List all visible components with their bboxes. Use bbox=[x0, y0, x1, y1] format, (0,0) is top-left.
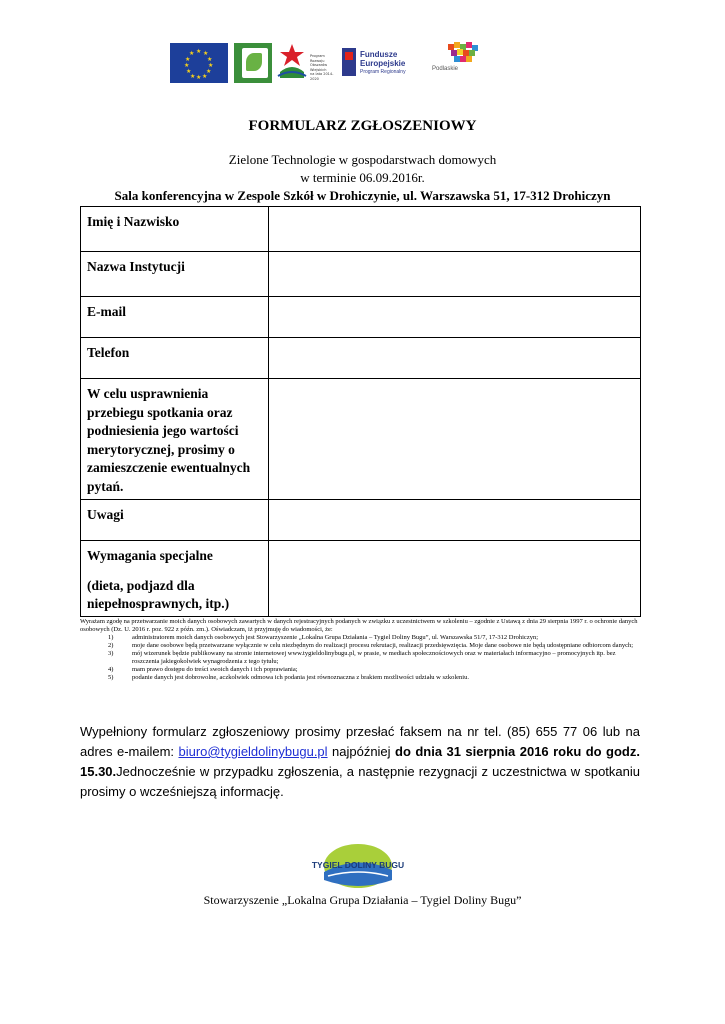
instructions-part3: Jednocześnie w przypadku zgłoszenia, a następnie rezygnacji z uczestnictwa w spotkaniu prosimy o wcześniejszą informację. bbox=[80, 764, 640, 799]
event-date: w terminie 06.09.2016r. bbox=[300, 170, 425, 185]
item-number: 2) bbox=[108, 642, 114, 649]
table-row bbox=[81, 252, 641, 297]
item-text: mam prawo dostępu do treści swoich danych i ich poprawiania; bbox=[132, 666, 298, 673]
table-row bbox=[81, 338, 641, 379]
field-email[interactable] bbox=[269, 297, 641, 338]
prow-text-3: Obszarów bbox=[310, 63, 328, 67]
tygiel-logo-text: TYGIEL DOLINY BUGU bbox=[311, 860, 405, 870]
item-text: mój wizerunek będzie publikowany na stronie internetowej www.tygieldolinybugu.pl, w prasie, w mediach społecznościowych oraz w materiałach informacyjno – promocyjnych itp. bez roszczenia jakiegokolwiek wynagrodzenia z tego tytułu; bbox=[132, 650, 616, 665]
table-row bbox=[81, 207, 641, 252]
label-institution: Nazwa Instytucji bbox=[81, 252, 269, 297]
event-name: Zielone Technologie w gospodarstwach domowych bbox=[228, 152, 497, 167]
deadline: do dnia 31 sierpnia 2016 roku do godz. 15.30. bbox=[80, 744, 640, 779]
leader-logo bbox=[234, 43, 272, 83]
fe-line2: Europejskie bbox=[360, 59, 406, 68]
fundusze-europejskie-logo bbox=[342, 44, 426, 84]
footer-organization: Stowarzyszenie „Lokalna Grupa Działania – Tygiel Doliny Bugu” bbox=[203, 893, 522, 907]
item-number: 5) bbox=[108, 674, 114, 681]
instructions-part1: Wypełniony formularz zgłoszeniowy prosimy przesłać faksem na nr tel. (85) 655 77 06 lub na adres e-mailem: bbox=[80, 724, 640, 759]
label-email: E-mail bbox=[81, 297, 269, 338]
item-text: moje dane osobowe będą przetwarzane wyłącznie w celu niezbędnym do realizacji procesu rekrutacji, realizacji przedsięwzięcia. Moje dane osobowe nie będą udostępniane odbiorcom danych; bbox=[132, 642, 634, 649]
table-row bbox=[81, 379, 641, 500]
consent-intro: Wyrażam zgodę na przetwarzanie moich danych osobowych zawartych w danych rejestracyjnych podanych w związku z uczestnictwem w szkoleniu – zgodnie z Ustawą z dnia 29 sierpnia 1997 r. o ochronie danych osobowych (Dz. U. 2016 r. poz. 922 z późn. zm.). Oświadczam, iż przyjmuję do wiadomości, że: bbox=[80, 618, 638, 633]
fe-line1: Fundusze bbox=[360, 50, 398, 59]
field-phone[interactable] bbox=[269, 338, 641, 379]
field-name[interactable] bbox=[269, 207, 641, 252]
prow-logo bbox=[276, 40, 340, 84]
list-item bbox=[80, 634, 640, 642]
item-number: 3) bbox=[108, 650, 114, 657]
item-text: administratorem moich danych osobowych jest Stowarzyszenie „Lokalna Grupa Działania – Tygiel Doliny Bugu”, ul. Warszawska 51/7, 17-312 Drohiczyn; bbox=[132, 634, 539, 641]
label-name: Imię i Nazwisko bbox=[81, 207, 269, 252]
instructions-part2: najpóźniej bbox=[327, 744, 396, 759]
prow-text-5: na lata 2014-2020 bbox=[310, 72, 334, 81]
form-title: FORMULARZ ZGŁOSZENIOWY bbox=[248, 118, 477, 134]
item-number: 4) bbox=[108, 666, 114, 673]
registration-table bbox=[80, 206, 641, 617]
prow-text-1: Program bbox=[310, 54, 325, 58]
consent-list bbox=[80, 634, 640, 682]
list-item bbox=[80, 674, 640, 682]
label-notes: Uwagi bbox=[81, 500, 269, 541]
special-req-title: Wymagania specjalne bbox=[87, 548, 213, 563]
list-item bbox=[80, 666, 640, 674]
podlaskie-text: Podlaskie bbox=[432, 66, 459, 72]
field-institution[interactable] bbox=[269, 252, 641, 297]
special-req-examples: (dieta, podjazd dla niepełnosprawnych, itp.) bbox=[87, 577, 230, 611]
item-text: podanie danych jest dobrowolne, aczkolwiek odmowa ich podania jest równoznaczna z brakiem możliwości udziału w szkoleniu. bbox=[132, 674, 469, 681]
item-number: 1) bbox=[108, 634, 114, 641]
prow-text-2: Rozwoju bbox=[310, 58, 325, 63]
list-item bbox=[80, 642, 640, 650]
header-logos bbox=[170, 40, 490, 84]
field-special-requirements[interactable] bbox=[269, 541, 641, 617]
table-row bbox=[81, 297, 641, 338]
podlaskie-logo bbox=[432, 40, 490, 80]
email-link[interactable]: biuro@tygieldolinybugu.pl bbox=[178, 744, 328, 759]
eu-flag-logo: ★ ★ ★ ★ ★ ★ ★ ★ ★ ★ ★ ★ bbox=[170, 43, 228, 83]
data-consent bbox=[80, 618, 640, 682]
submission-instructions bbox=[80, 722, 640, 802]
field-questions[interactable] bbox=[269, 379, 641, 500]
label-phone: Telefon bbox=[81, 338, 269, 379]
event-venue: Sala konferencyjna w Zespole Szkół w Drohiczynie, ul. Warszawska 51, 17-312 Drohiczyn bbox=[114, 188, 611, 203]
tygiel-doliny-bugu-logo bbox=[310, 840, 406, 892]
field-notes[interactable] bbox=[269, 500, 641, 541]
table-row bbox=[81, 541, 641, 617]
fe-line3: Program Regionalny bbox=[360, 69, 406, 75]
list-item bbox=[80, 650, 640, 666]
label-questions: W celu usprawnienia przebiegu spotkania oraz podniesienia jego wartości merytorycznej, prosimy o zamieszczenie ewentualnych pytań. bbox=[81, 379, 269, 500]
label-special-requirements bbox=[81, 541, 269, 617]
table-row bbox=[81, 500, 641, 541]
prow-text-4: Wiejskich bbox=[310, 67, 327, 72]
